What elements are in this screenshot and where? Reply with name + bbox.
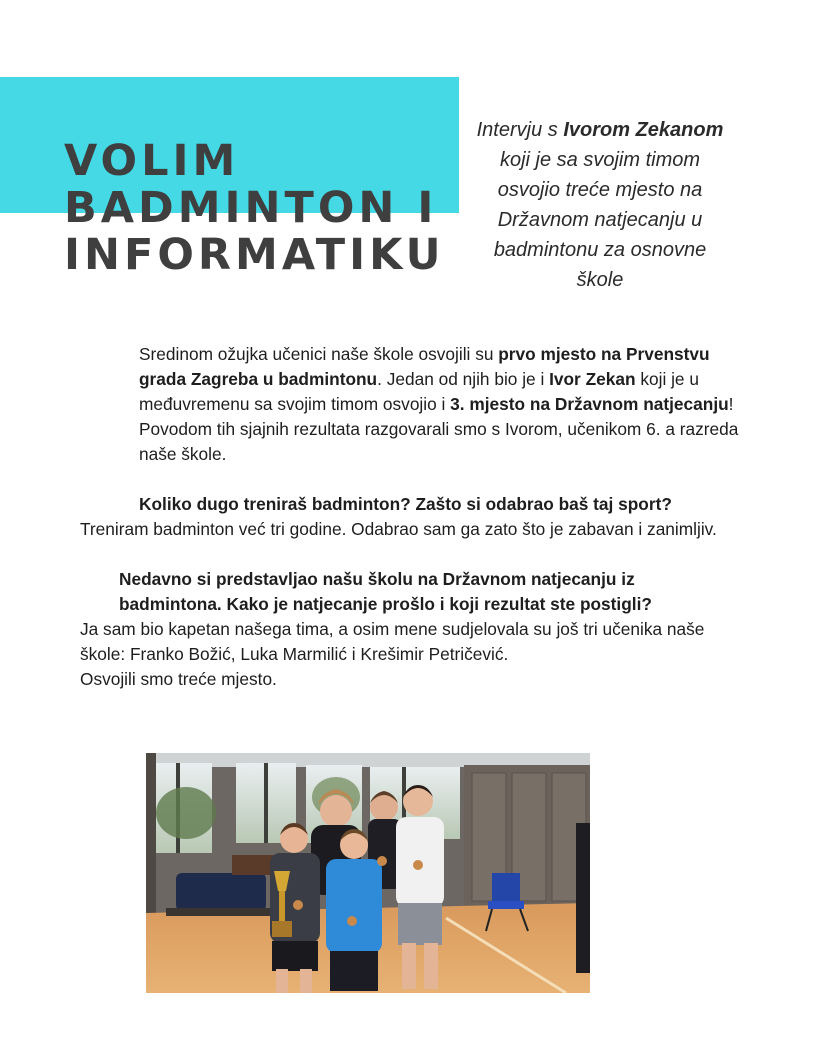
intro-paragraph: Sredinom ožujka učenici naše škole osvojili su prvo mjesto na Prvenstvu grada Zagreba u badmintonu. Jedan od njih bio je i Ivor Zekan koji je u međuvremenu sa svojim timom osvojio i 3. mjesto na Državnom natjecanju! Povodom tih sjajnih rezultata razgovarali smo s Ivorom, učenikom 6. a razreda naše škole. bbox=[139, 344, 739, 464]
title-line-1: VOLIM bbox=[64, 136, 240, 186]
intro-text: Intervju s Ivorom Zekanom koji je sa svojim timom osvojio treće mjesto na Državnom natjecanju u badmintonu za osnovne škole bbox=[476, 119, 724, 291]
team-photo-illustration bbox=[146, 753, 590, 993]
question-1: Koliko dugo treniraš badminton? Zašto si odabrao baš taj sport? bbox=[139, 494, 672, 514]
page-title bbox=[64, 138, 445, 279]
answer-2-conclusion: Osvojili smo treće mjesto. bbox=[80, 669, 277, 689]
title-line-3: INFORMATIKU bbox=[64, 230, 445, 280]
article-body bbox=[80, 342, 740, 692]
team-photo bbox=[146, 753, 590, 993]
interviewee-name: Ivorom Zekanom bbox=[563, 119, 724, 141]
title-line-2: BADMINTON I bbox=[64, 183, 438, 233]
question-2: Nedavno si predstavljao našu školu na Državnom natjecanju iz badmintona. Kako je natjecanje prošlo i koji rezultat ste postigli? bbox=[119, 569, 652, 614]
answer-1: Treniram badminton već tri godine. Odabrao sam ga zato što je zabavan i zanimljiv. bbox=[80, 519, 717, 539]
answer-2: Ja sam bio kapetan našega tima, a osim mene sudjelovala su još tri učenika naše škole: Franko Božić, Luka Marmilić i Krešimir Petričević. bbox=[80, 619, 705, 664]
